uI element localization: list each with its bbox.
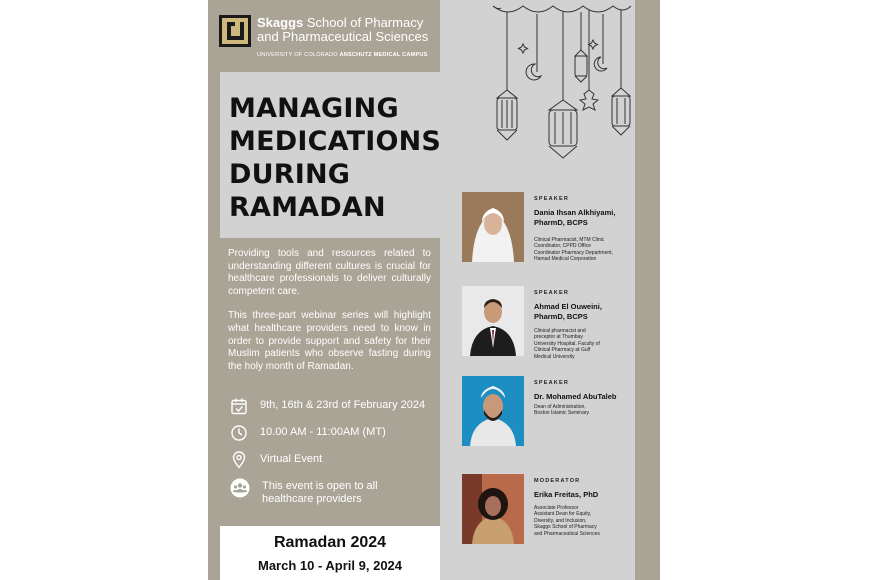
moderator-role: MODERATOR <box>534 478 581 484</box>
calendar-icon <box>230 397 248 415</box>
speaker-name-2: Ahmad El Ouweini, PharmD, BCPS <box>534 302 602 321</box>
event-dates: 9th, 16th & 23rd of February 2024 <box>260 399 426 411</box>
ramadan-date-range: March 10 - April 9, 2024 <box>257 558 403 573</box>
moderator-name: Erika Freitas, PhD <box>534 490 599 499</box>
speaker-role-2: SPEAKER <box>534 290 569 296</box>
location-pin-icon <box>230 451 248 469</box>
location-row <box>230 451 322 469</box>
event-audience: This event is open to all healthcare providers <box>262 480 378 505</box>
event-title: MANAGING MEDICATIONS DURING RAMADAN <box>229 93 442 223</box>
speaker-bio-1: Clinical Pharmacist, MTM Clinic Coordinator, CPPD Office Coordinator Pharmacy Department, Hamad Medical Corporation <box>534 237 613 263</box>
event-time: 10.00 AM - 11:00AM (MT) <box>260 426 386 438</box>
clock-icon <box>230 424 248 442</box>
date-row <box>230 397 425 415</box>
speaker-role-3: SPEAKER <box>534 380 569 386</box>
event-location: Virtual Event <box>260 453 323 465</box>
description-paragraph-1: Providing tools and resources related to understanding different cultures is crucial for healthcare professionals to deliver culturally competent care. <box>228 248 431 297</box>
event-flyer <box>208 0 660 580</box>
people-icon <box>230 478 250 498</box>
moderator-photo <box>462 474 524 544</box>
speaker-name-3: Dr. Mohamed AbuTaleb <box>534 392 617 401</box>
title-box <box>220 72 440 238</box>
audience-row <box>230 478 378 506</box>
ramadan-dates-box <box>220 526 440 580</box>
time-row <box>230 424 386 442</box>
school-name: Skaggs School of Pharmacy and Pharmaceutical Sciences <box>257 15 429 44</box>
cu-logo <box>218 14 252 48</box>
speaker-name-1: Dania Ihsan Alkhiyami, PharmD, BCPS <box>534 208 616 227</box>
speaker-photo-1 <box>462 192 524 262</box>
description-paragraph-2: This three-part webinar series will highlight what healthcare providers need to know in order to provide support and safety for their Muslim patients who observe fasting during the holy month of Ramadan. <box>228 310 431 372</box>
ramadan-title: Ramadan 2024 <box>273 534 387 551</box>
speaker-role-1: SPEAKER <box>534 196 569 202</box>
event-description <box>228 248 431 385</box>
speaker-photo-2 <box>462 286 524 356</box>
lantern-decoration <box>453 0 633 160</box>
speaker-photo-3 <box>462 376 524 446</box>
speaker-bio-2: Clinical pharmacist and preceptor at Thumbay University Hospital. Faculty of Clinical Pharmacy at Gulf Medical University <box>534 328 600 360</box>
moderator-bio: Associate Professor Assistant Dean for Equity, Diversity, and Inclusion, Skaggs School of Pharmacy and Pharmaceutical Sciences <box>534 505 600 537</box>
speaker-bio-3: Dean of Administration, Boston Islamic Seminary <box>534 404 590 417</box>
campus-name: UNIVERSITY OF COLORADO ANSCHUTZ MEDICAL CAMPUS <box>257 52 428 58</box>
school-header <box>208 0 440 72</box>
